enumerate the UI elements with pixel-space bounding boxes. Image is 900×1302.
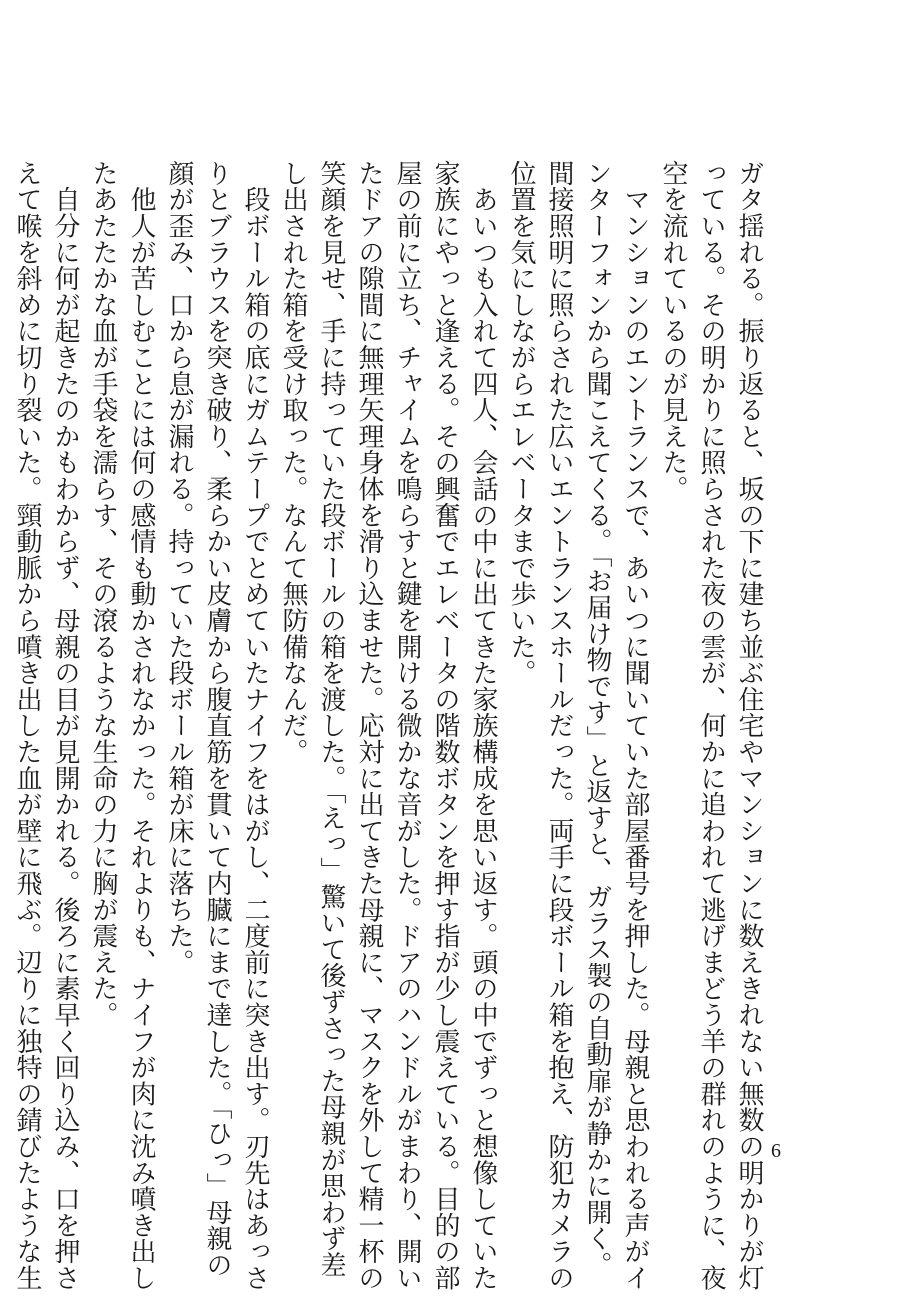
text-line: し出された箱を受け取った。なんて無防備なんだ。 — [278, 160, 308, 765]
text-line: たあたたかな血が手袋を濡らす、その滾るような生命の力に胸が震えた。 — [88, 160, 118, 1028]
page-number: 6 — [771, 1140, 781, 1162]
text-line: 位置を気にしながらエレベータまで歩いた。 — [506, 160, 536, 686]
text-line: 自分に何が起きたのかもわからず、母親の目が見開かれる。後ろに素早く回り込み、口を押さ — [50, 160, 80, 1291]
text-line: 笑顔を見せ、手に持っていた段ボールの箱を渡した。「えっ」驚いて後ずさった母親が思わず差 — [316, 160, 346, 1278]
text-line: あいつも入れて四人、会話の中に出てきた家族構成を思い返す。頭の中でずっと想像していた — [468, 160, 498, 1291]
text-line: ガタ揺れる。振り返ると、坂の下に建ち並ぶ住宅やマンションに数えきれない無数の明かりが灯 — [734, 160, 764, 1291]
text-line: えて喉を斜めに切り裂いた。頸動脈から噴き出した血が壁に飛ぶ。辺りに独特の錆びたような生 — [12, 160, 42, 1291]
text-line: たドアの隙間に無理矢理身体を滑り込ませた。応対に出てきた母親に、マスクを外して精一杯の — [354, 160, 384, 1291]
text-line: 空を流れているのが見えた。 — [658, 160, 688, 502]
text-line: りとブラウスを突き破り、柔らかい皮膚から腹直筋を貫いて内臓にまで達した。「ひっ」母親の — [202, 160, 232, 1278]
text-line: ンターフォンから聞こえてくる。「お届け物です」と返すと、ガラス製の自動扉が静かに開く。 — [582, 160, 612, 1278]
text-line: 間接照明に照らされた広いエントランスホールだった。両手に段ボール箱を抱え、防犯カメラの — [544, 160, 574, 1291]
text-line: 屋の前に立ち、チャイムを鳴らすと鍵を開ける微かな音がした。ドアのハンドルがまわり、開い — [392, 160, 422, 1291]
text-line: 他人が苦しむことには何の感情も動かされなかった。それよりも、ナイフが肉に沈み噴き出し — [126, 160, 156, 1291]
body-text — [8, 160, 768, 1291]
text-line: 家族にやっと逢える。その興奮でエレベータの階数ボタンを押す指が少し震えている。目的の部 — [430, 160, 460, 1291]
text-line: マンションのエントランスで、あいつに聞いていた部屋番号を押した。母親と思われる声がイ — [620, 160, 650, 1291]
text-line: 顔が歪み、口から息が漏れる。持っていた段ボール箱が床に落ちた。 — [164, 160, 194, 976]
text-line: っている。その明かりに照らされた夜の雲が、何かに追われて逃げまどう羊の群れのように、夜 — [696, 160, 726, 1291]
text-line: 段ボール箱の底にガムテープでとめていたナイフをはがし、二度前に突き出す。刃先はあっさ — [240, 160, 270, 1291]
